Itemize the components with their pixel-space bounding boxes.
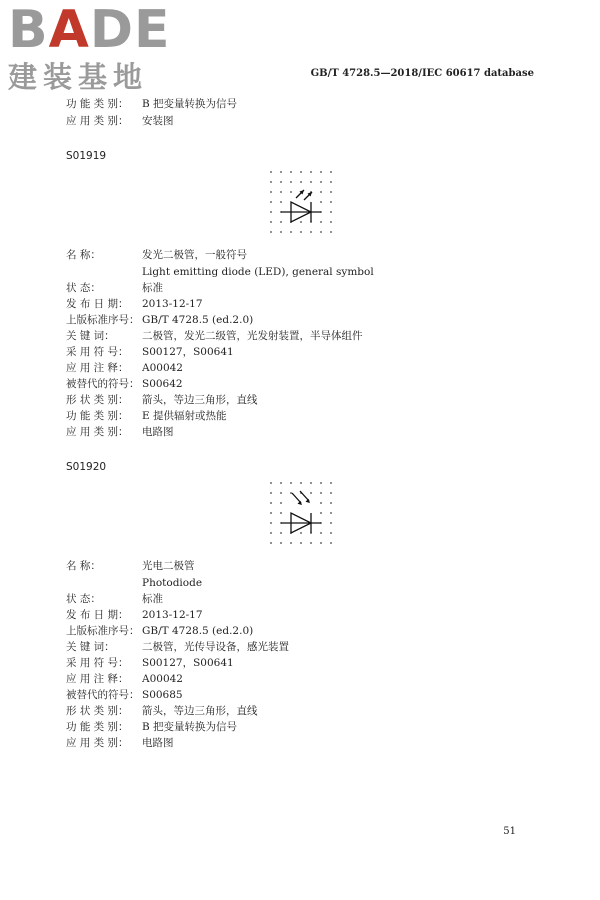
logo-letter-b: B xyxy=(8,0,49,60)
e2-uses-row: 采 用 符 号： S00127，S00641 xyxy=(66,657,234,669)
led-symbol-icon xyxy=(268,168,334,236)
e1-status-row: 状 态： 标准 xyxy=(66,282,163,294)
e2-note-row: 应 用 注 释： A00042 xyxy=(66,673,183,685)
e2-prev-row: 上版标准序号： GB/T 4728.5 (ed.2.0) xyxy=(66,625,254,637)
e1-note-row: 应 用 注 释： A00042 xyxy=(66,362,183,374)
e2-app-row: 应 用 类 别： 电路图 xyxy=(66,737,174,749)
e2-name-row: 名 称： 光电二极管 xyxy=(66,560,195,572)
e1-name-row: 名 称： 发光二极管，一般符号 xyxy=(66,249,247,261)
e1-app-row: 应 用 类 别： 电路图 xyxy=(66,426,174,438)
photodiode-symbol-icon xyxy=(268,479,334,547)
e2-status-row: 状 态： 标准 xyxy=(66,593,163,605)
logo-letter-a: A xyxy=(48,0,90,60)
logo-brand-text xyxy=(8,0,171,60)
e2-replaced-row: 被替代的符号： S00685 xyxy=(66,689,183,701)
e2-date-row: 发 布 日 期： 2013-12-17 xyxy=(66,609,203,621)
e2-keywords-row: 关 键 词： 二极管，光传导设备，感光装置 xyxy=(66,641,289,653)
logo-letters-de: DE xyxy=(89,0,171,60)
e1-keywords-row: 关 键 词： 二极管，发光二级管，光发射装置，半导体组件 xyxy=(66,330,363,342)
brand-logo xyxy=(8,0,178,94)
standard-reference: GB/T 4728.5—2018/IEC 60617 database xyxy=(310,68,534,79)
e1-date-row: 发 布 日 期： 2013-12-17 xyxy=(66,298,203,310)
e2-func-row: 功 能 类 别： B 把变量转换为信号 xyxy=(66,721,238,733)
logo-chinese-text: 建装基地 xyxy=(8,60,149,94)
e1-uses-row: 采 用 符 号： S00127，S00641 xyxy=(66,346,234,358)
e1-shape-row: 形 状 类 别： 箭头，等边三角形，直线 xyxy=(66,394,258,406)
e2-name-en-row: Photodiode xyxy=(142,577,203,589)
e1-replaced-row: 被替代的符号： S00642 xyxy=(66,378,183,390)
e1-name-en-row: Light emitting diode (LED), general symbol xyxy=(142,266,374,278)
top-app-row: 应 用 类 别： 安装图 xyxy=(66,115,174,127)
e1-func-row: 功 能 类 别： E 提供辐射或热能 xyxy=(66,410,227,422)
e1-prev-row: 上版标准序号： GB/T 4728.5 (ed.2.0) xyxy=(66,314,254,326)
entry-code-s01920: S01920 xyxy=(66,461,107,473)
page-number: 51 xyxy=(503,826,516,837)
top-func-row: 功 能 类 别： B 把变量转换为信号 xyxy=(66,98,238,110)
entry-code-s01919: S01919 xyxy=(66,150,107,162)
e2-shape-row: 形 状 类 别： 箭头，等边三角形，直线 xyxy=(66,705,258,717)
